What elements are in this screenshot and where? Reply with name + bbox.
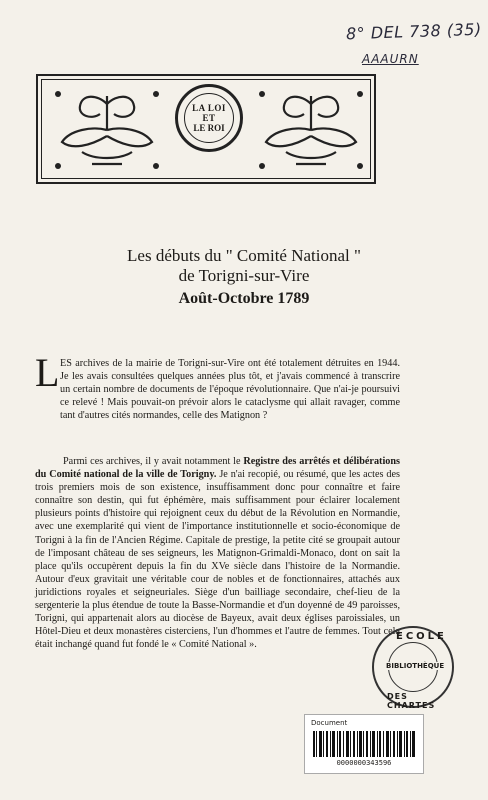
stamp-top-text: ECOLE (396, 631, 447, 642)
la-loi-et-le-roi-seal (175, 84, 243, 152)
paragraph-2 (35, 455, 400, 651)
barcode-icon (313, 731, 415, 757)
paragraph-1 (60, 357, 400, 422)
left-floral-ornament (52, 86, 162, 172)
paragraph-1-text: ES archives de la mairie de Torigni-sur-Vire ont été totalement détruites en 1944. Je les avais consultées quelques années plus tôt, et j'avais commencé à transcrire un certain nombre de documents de l'époque révolutionnaire. Que n'ai-je poursuivi ce relevé ! Mais pouvait-on prévoir alors le cataclysme qui allait ravager, comme tant d'autres cités normandes, celle des Matignon ? (60, 358, 400, 422)
title-line-2: de Torigni-sur-Vire (178, 266, 310, 285)
handwritten-shelfmark: 8° DEL 738 (35) (345, 19, 482, 44)
register-title: Registre des arrêtés et délibérations du Comité national de la ville de Torigny. (35, 456, 400, 481)
drop-cap: L (35, 350, 60, 395)
barcode-label-sticker (304, 714, 424, 774)
stamp-bottom-text: DES CHARTES (387, 692, 436, 710)
seal-line-3: LE ROI (193, 123, 225, 133)
barcode-label: Document (311, 719, 348, 727)
seal-line-1: LA LOI (192, 103, 226, 113)
paragraph-2-rest: Je n'ai recopié, ou résumé, que les actes des trois premiers mois de son existence, insuffisamment donc pour connaître et faire connaître son destin, qui fut éphémère, mais suffisamment pour éclairer localement plusieurs points d'histoire qui rejoignent ceux du début de la Révolution en Normandie, avec une exemplarité qui vient de l'importance institutionnelle et socio-économique de Torigni à la fin de l'Ancien Régime. Capitale de prestige, la petite cité se groupait autour de l'imposant château de ses seigneurs, les Matignon-Grimaldi-Monaco, dont on sait la place qu'ils occupèrent depuis la fin du XVe siècle dans l'histoire de la Normandie. Autour d'eux gravitait une véritable cour de nobles et de fonctionnaires, attachés aux juridictions royales et seigneuriales. Siège d'un bailliage secondaire, chef-lieu de la sergenterie la plus étendue de toute la Basse-Normandie et d'un doyenné de 49 paroisses, Torigni, qui appartenait alors au diocèse de Bayeux, avait deux églises paroissiales, un Hôtel-Dieu et deux monastères cisterciens, l'un d'hommes et l'autre de femmes. Tout cela était inchangé quand fut fondé le « Comité National ». (35, 469, 400, 651)
title-line-1: Les débuts du " Comité National " (127, 246, 361, 265)
right-floral-ornament (256, 86, 366, 172)
paragraph-2-start: Parmi ces archives, il y avait notamment le (63, 456, 244, 467)
library-stamp (372, 626, 454, 708)
handwritten-code: AAAURN (362, 52, 419, 66)
stamp-middle-text: BIBLIOTHÈQUE (386, 662, 445, 670)
seal-line-2: ET (202, 113, 216, 123)
title-line-3: Août-Octobre 1789 (178, 290, 310, 307)
barcode-number: 0000000343596 (336, 759, 392, 767)
